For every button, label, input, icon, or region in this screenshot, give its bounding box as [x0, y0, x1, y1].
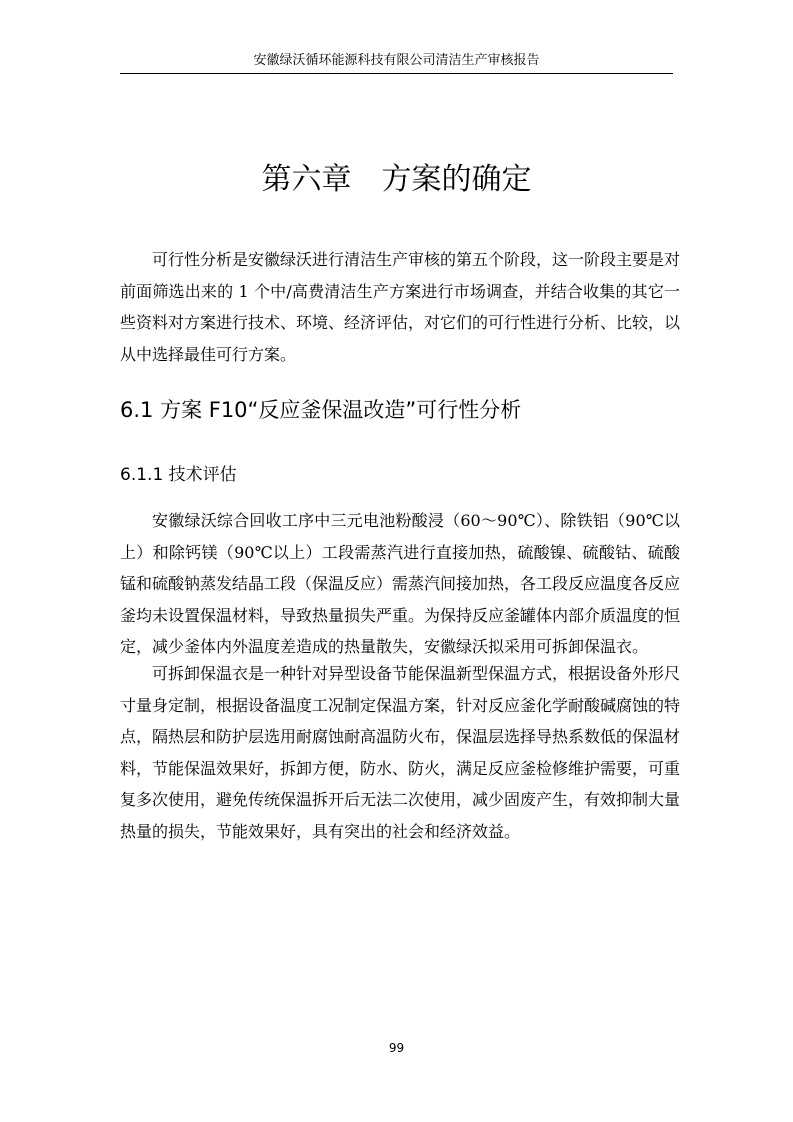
body-paragraph: 可拆卸保温衣是一种针对异型设备节能保温新型保温方式，根据设备外形尺寸量身定制，根据设备温度工况制定保温方案，针对反应釜化学耐酸碱腐蚀的特点，隔热层和防护层选用耐腐蚀耐高温防火布，保温层选择导热系数低的保温材料，节能保温效果好，拆卸方便，防水、防火，满足反应釜检修维护需要，可重复多次使用，避免传统保温拆开后无法二次使用，减少固废产生，有效抑制大量热量的损失，节能效果好，具有突出的社会和经济效益。: [120, 664, 681, 841]
intro-paragraph: 可行性分析是安徽绿沃进行清洁生产审核的第五个阶段，这一阶段主要是对前面筛选出来的 1 个中/高费清洁生产方案进行市场调查，并结合收集的其它一些资料对方案进行技术、环境、经济评估，对它们的可行性进行分析、比较，以从中选择最佳可行方案。: [120, 250, 681, 364]
subsection-heading: 6.1.1 技术评估: [120, 465, 237, 485]
chapter-title: 第六章 方案的确定: [261, 162, 532, 197]
running-header: 安徽绿沃循环能源科技有限公司清洁生产审核报告: [253, 53, 540, 68]
page-number: 99: [388, 1041, 405, 1055]
header-rule: [120, 73, 673, 74]
section-heading: 6.1 方案 F10“反应釜保温改造”可行性分析: [120, 398, 522, 422]
body-paragraph: 安徽绿沃综合回收工序中三元电池粉酸浸（60～90℃）、除铁铝（90℃以上）和除钙镁（90℃以上）工段需蒸汽进行直接加热，硫酸镍、硫酸钴、硫酸锰和硫酸钠蒸发结晶工段（保温反应）需蒸汽间接加热，各工段反应温度各反应釜均未设置保温材料，导致热量损失严重。为保持反应釜罐体内部介质温度的恒定，减少釜体内外温度差造成的热量散失，安徽绿沃拟采用可拆卸保温衣。: [120, 511, 681, 656]
